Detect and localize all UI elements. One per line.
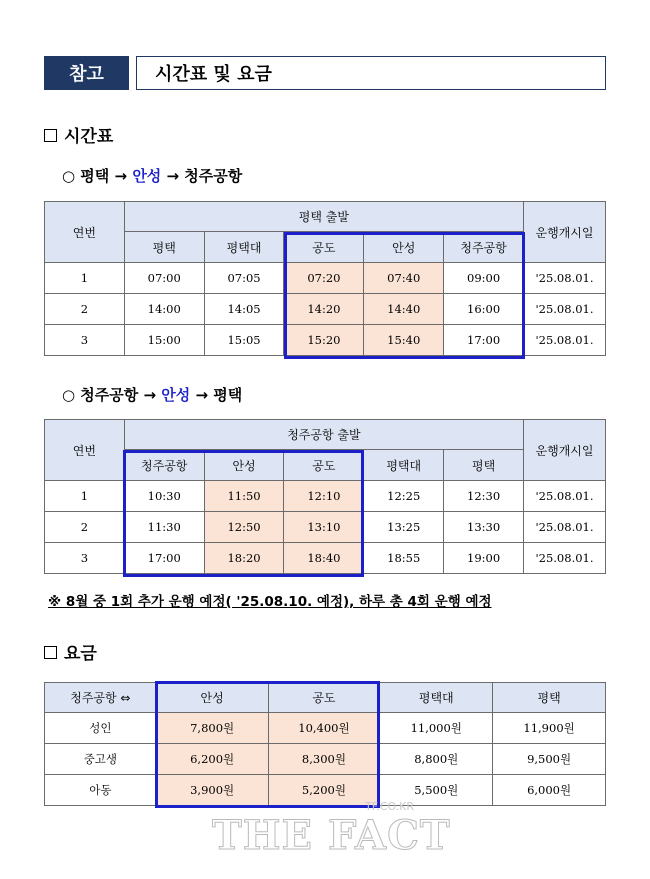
time-cell: 15:05 — [204, 325, 284, 356]
time-cell: 12:30 — [444, 481, 524, 512]
fare-cell: 6,000원 — [493, 775, 606, 806]
col-header-start-date: 운행개시일 — [524, 202, 606, 263]
time-cell: 14:40 — [364, 294, 444, 325]
watermark-logo: THE FACT — [212, 812, 451, 859]
time-cell: 18:20 — [204, 543, 284, 574]
time-cell: 14:05 — [204, 294, 284, 325]
table-row — [45, 744, 606, 775]
checkbox-square-icon — [44, 646, 57, 659]
route-2-prefix: ○ 청주공항 → — [62, 386, 162, 404]
page-title: 시간표 및 요금 — [136, 56, 606, 90]
time-cell: 11:30 — [124, 512, 204, 543]
fare-section-label: 요금 — [64, 644, 97, 664]
start-date-cell: '25.08.01. — [524, 325, 606, 356]
fare-cell: 5,200원 — [268, 775, 380, 806]
timetable-2 — [44, 419, 606, 574]
route-1-prefix: ○ 평택 → — [62, 167, 133, 185]
watermark-small: TF.CO.KR — [365, 800, 415, 813]
time-cell: 19:00 — [444, 543, 524, 574]
fare-category: 성인 — [45, 713, 157, 744]
timetable-section-heading — [44, 122, 113, 147]
row-number: 1 — [45, 263, 125, 294]
row-number: 3 — [45, 543, 125, 574]
table-row — [45, 263, 606, 294]
col-header-stop: 안성 — [156, 683, 268, 713]
col-header-stop: 청주공항 — [444, 232, 524, 263]
page-header — [44, 56, 606, 90]
reference-tag: 참고 — [44, 56, 129, 90]
fare-category: 중고생 — [45, 744, 157, 775]
time-cell: 13:30 — [444, 512, 524, 543]
table-row — [45, 512, 606, 543]
route-1-mid: 안성 — [132, 167, 162, 185]
row-number: 3 — [45, 325, 125, 356]
time-cell: 07:05 — [204, 263, 284, 294]
time-cell: 10:30 — [124, 481, 204, 512]
fare-cell: 9,500원 — [493, 744, 606, 775]
col-header-stop: 평택 — [124, 232, 204, 263]
time-cell: 07:40 — [364, 263, 444, 294]
time-cell: 14:00 — [124, 294, 204, 325]
col-header-start-date: 운행개시일 — [524, 420, 606, 481]
fare-cell: 11,900원 — [493, 713, 606, 744]
start-date-cell: '25.08.01. — [524, 263, 606, 294]
time-cell: 13:25 — [364, 512, 444, 543]
time-cell: 13:10 — [284, 512, 364, 543]
time-cell: 18:40 — [284, 543, 364, 574]
col-header-stop: 안성 — [364, 232, 444, 263]
time-cell: 09:00 — [444, 263, 524, 294]
start-date-cell: '25.08.01. — [524, 512, 606, 543]
time-cell: 18:55 — [364, 543, 444, 574]
time-cell: 12:50 — [204, 512, 284, 543]
col-header-index: 연번 — [45, 420, 125, 481]
row-number: 2 — [45, 512, 125, 543]
fare-cell: 6,200원 — [156, 744, 268, 775]
col-header-stop: 평택 — [493, 683, 606, 713]
col-header-stop: 평택대 — [380, 683, 493, 713]
col-header-index: 연번 — [45, 202, 125, 263]
fare-cell: 10,400원 — [268, 713, 380, 744]
time-cell: 07:00 — [124, 263, 204, 294]
col-header-group: 평택 출발 — [124, 202, 523, 232]
timetable-section-label: 시간표 — [64, 127, 114, 147]
table-row — [45, 294, 606, 325]
col-header-stop: 공도 — [268, 683, 380, 713]
fare-category: 아동 — [45, 775, 157, 806]
col-header-stop: 공도 — [284, 450, 364, 481]
route-1-suffix: → 청주공항 — [161, 167, 243, 185]
fare-cell: 8,300원 — [268, 744, 380, 775]
route-2-mid: 안성 — [161, 386, 191, 404]
checkbox-square-icon — [44, 129, 57, 142]
col-header-stop: 평택대 — [204, 232, 284, 263]
time-cell: 17:00 — [124, 543, 204, 574]
col-header-stop: 청주공항 — [124, 450, 204, 481]
fare-cell: 3,900원 — [156, 775, 268, 806]
start-date-cell: '25.08.01. — [524, 294, 606, 325]
fare-cell: 5,500원 — [380, 775, 493, 806]
col-header-stop: 평택 — [444, 450, 524, 481]
time-cell: 16:00 — [444, 294, 524, 325]
time-cell: 14:20 — [284, 294, 364, 325]
table-row — [45, 713, 606, 744]
row-number: 2 — [45, 294, 125, 325]
start-date-cell: '25.08.01. — [524, 481, 606, 512]
col-header-stop: 공도 — [284, 232, 364, 263]
fare-cell: 8,800원 — [380, 744, 493, 775]
route-1-heading — [62, 165, 242, 186]
table-row — [45, 325, 606, 356]
time-cell: 12:10 — [284, 481, 364, 512]
route-2-heading — [62, 384, 242, 405]
route-2-suffix: → 평택 — [190, 386, 243, 404]
start-date-cell: '25.08.01. — [524, 543, 606, 574]
time-cell: 07:20 — [284, 263, 364, 294]
table-row — [45, 481, 606, 512]
fare-section-heading — [44, 639, 97, 664]
fare-cell: 11,000원 — [380, 713, 493, 744]
time-cell: 15:00 — [124, 325, 204, 356]
time-cell: 17:00 — [444, 325, 524, 356]
time-cell: 12:25 — [364, 481, 444, 512]
schedule-note: ※ 8월 중 1회 추가 운행 예정( '25.08.10. 예정), 하루 총 4회 운행 예정 — [48, 594, 492, 610]
col-header-stop: 안성 — [204, 450, 284, 481]
fare-corner-header: 청주공항 ⇔ — [45, 683, 157, 713]
time-cell: 15:40 — [364, 325, 444, 356]
row-number: 1 — [45, 481, 125, 512]
time-cell: 11:50 — [204, 481, 284, 512]
timetable-1 — [44, 201, 606, 356]
col-header-group: 청주공항 출발 — [124, 420, 523, 450]
fare-table — [44, 682, 606, 806]
fare-cell: 7,800원 — [156, 713, 268, 744]
table-row — [45, 543, 606, 574]
col-header-stop: 평택대 — [364, 450, 444, 481]
time-cell: 15:20 — [284, 325, 364, 356]
table-row — [45, 775, 606, 806]
